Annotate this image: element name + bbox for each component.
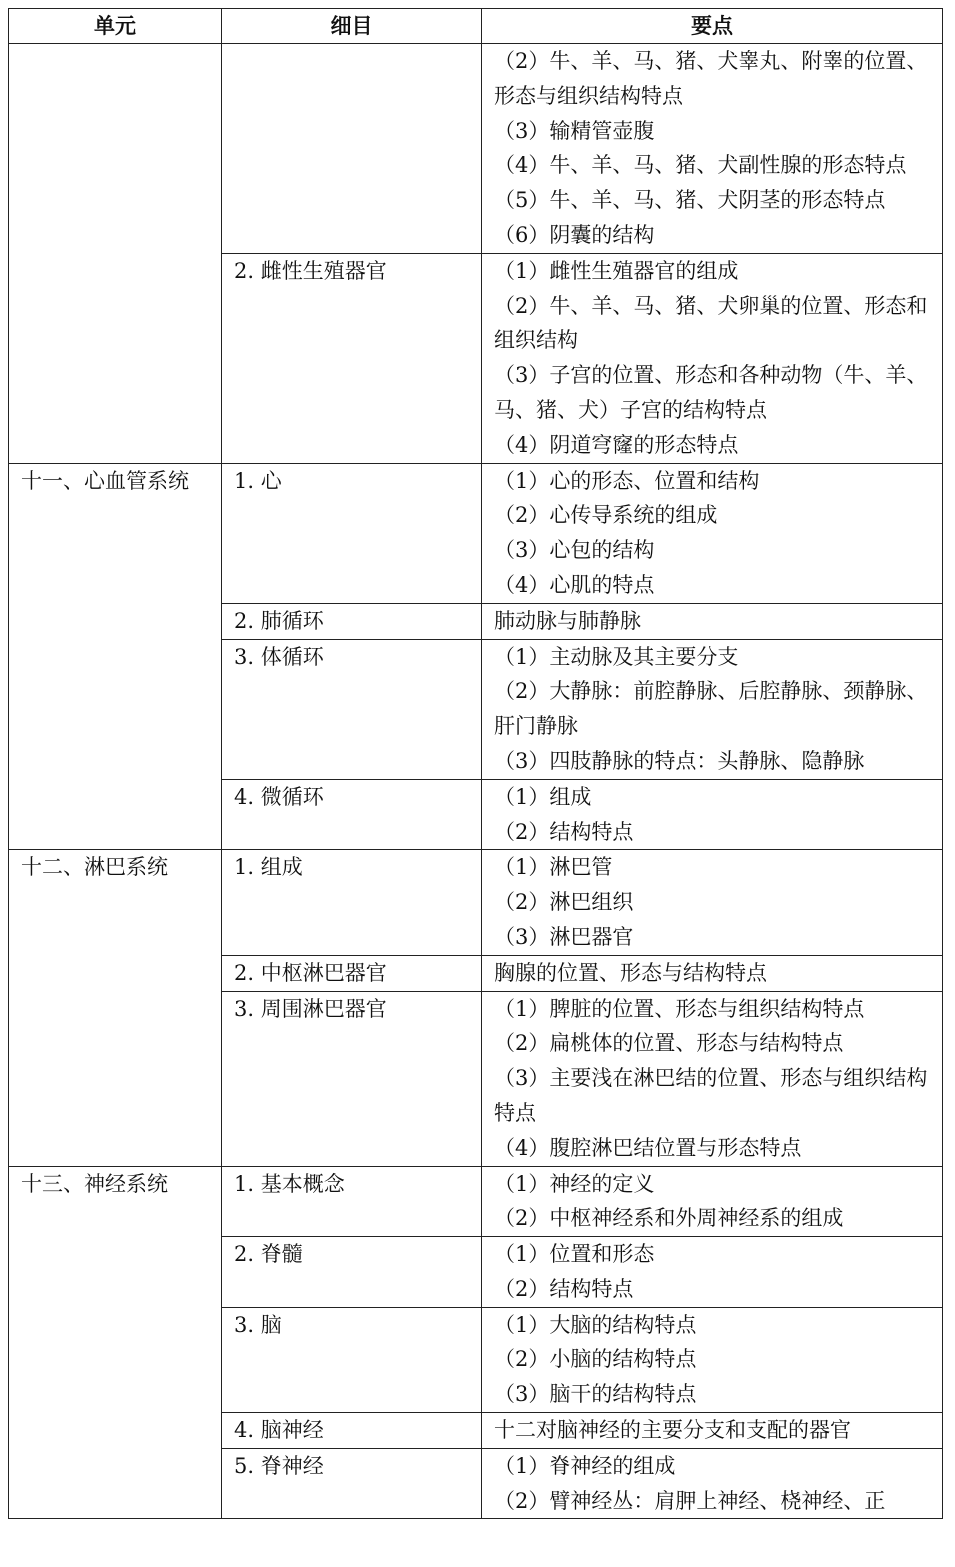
point: （3）心包的结构: [494, 538, 655, 563]
points-cell: [482, 1413, 943, 1449]
point: 胸腺的位置、形态与结构特点: [494, 960, 767, 985]
table-row: [9, 850, 943, 955]
point: （3）子宫的位置、形态和各种动物（牛、羊、马、猪、犬）子宫的结构特点: [494, 363, 928, 422]
header-item: 细目: [222, 9, 482, 44]
point: （2）扁桃体的位置、形态与结构特点: [494, 1031, 844, 1056]
point: （4）牛、羊、马、猪、犬副性腺的形态特点: [494, 153, 907, 178]
point: （3）淋巴器官: [494, 924, 634, 949]
point: （3）主要浅在淋巴结的位置、形态与组织结构特点: [494, 1066, 928, 1125]
item-cell: 2. 中枢淋巴器官: [222, 955, 482, 991]
item-cell: 2. 肺循环: [222, 603, 482, 639]
unit-cell: [9, 44, 222, 464]
point: （3）脑干的结构特点: [494, 1382, 697, 1407]
point: （2）牛、羊、马、猪、犬睾丸、附睾的位置、形态与组织结构特点: [494, 49, 928, 108]
item-cell: 5. 脊神经: [222, 1448, 482, 1519]
points-cell: [482, 1307, 943, 1412]
point: （2）结构特点: [494, 1276, 634, 1301]
points-cell: [482, 253, 943, 463]
item-cell: 3. 周围淋巴器官: [222, 991, 482, 1166]
point: （1）主动脉及其主要分支: [494, 644, 739, 669]
table-row: [9, 463, 943, 603]
item-cell: 1. 组成: [222, 850, 482, 955]
point: （2）牛、羊、马、猪、犬卵巢的位置、形态和组织结构: [494, 293, 928, 353]
points-cell: [482, 44, 943, 254]
point: （1）脾脏的位置、形态与组织结构特点: [494, 996, 865, 1021]
item-cell: 3. 体循环: [222, 639, 482, 779]
points-cell: [482, 955, 943, 991]
point: （6）阴囊的结构: [494, 222, 655, 247]
point: （3）四肢静脉的特点：头静脉、隐静脉: [494, 748, 865, 773]
point: （1）心的形态、位置和结构: [494, 468, 760, 493]
header-row: [9, 9, 943, 44]
point: （4）心肌的特点: [494, 572, 655, 597]
points-cell: [482, 1237, 943, 1308]
item-cell: 3. 脑: [222, 1307, 482, 1412]
unit-cell: 十一、心血管系统: [9, 463, 222, 850]
header-points: 要点: [482, 9, 943, 44]
point: （1）雌性生殖器官的组成: [494, 258, 739, 283]
unit-cell: 十三、神经系统: [9, 1166, 222, 1519]
points-cell: [482, 779, 943, 850]
item-cell: 4. 脑神经: [222, 1413, 482, 1449]
points-cell: [482, 603, 943, 639]
point: 十二对脑神经的主要分支和支配的器官: [494, 1418, 851, 1443]
item-cell: [222, 44, 482, 254]
point: （1）位置和形态: [494, 1242, 655, 1267]
point: （2）中枢神经系和外周神经系的组成: [494, 1206, 844, 1231]
points-cell: [482, 850, 943, 955]
point: （5）牛、羊、马、猪、犬阴茎的形态特点: [494, 188, 886, 213]
points-cell: [482, 1448, 943, 1519]
point: （2）小脑的结构特点: [494, 1347, 697, 1372]
point: （1）淋巴管: [494, 855, 613, 880]
item-cell: 2. 脊髓: [222, 1237, 482, 1308]
point: （2）淋巴组织: [494, 890, 634, 915]
point: （2）心传导系统的组成: [494, 503, 718, 528]
item-cell: 2. 雌性生殖器官: [222, 253, 482, 463]
point: （4）阴道穹窿的形态特点: [494, 432, 739, 457]
points-cell: [482, 991, 943, 1166]
point: （1）神经的定义: [494, 1171, 655, 1196]
point: （1）大脑的结构特点: [494, 1312, 697, 1337]
point: （2）结构特点: [494, 819, 634, 844]
points-cell: [482, 639, 943, 779]
item-cell: 4. 微循环: [222, 779, 482, 850]
table-row: [9, 1166, 943, 1237]
point: （3）输精管壶腹: [494, 118, 655, 143]
syllabus-table: [8, 8, 943, 1519]
item-cell: 1. 基本概念: [222, 1166, 482, 1237]
points-cell: [482, 463, 943, 603]
point: （1）脊神经的组成: [494, 1453, 676, 1478]
points-cell: [482, 1166, 943, 1237]
table-row: [9, 44, 943, 254]
point: （1）组成: [494, 784, 592, 809]
item-cell: 1. 心: [222, 463, 482, 603]
unit-cell: 十二、淋巴系统: [9, 850, 222, 1166]
point: （2）大静脉：前腔静脉、后腔静脉、颈静脉、肝门静脉: [494, 679, 928, 739]
point: （4）腹腔淋巴结位置与形态特点: [494, 1135, 802, 1160]
point: 肺动脉与肺静脉: [494, 608, 641, 633]
header-unit: 单元: [9, 9, 222, 44]
point: （2）臂神经丛：肩胛上神经、桡神经、正: [494, 1488, 886, 1513]
